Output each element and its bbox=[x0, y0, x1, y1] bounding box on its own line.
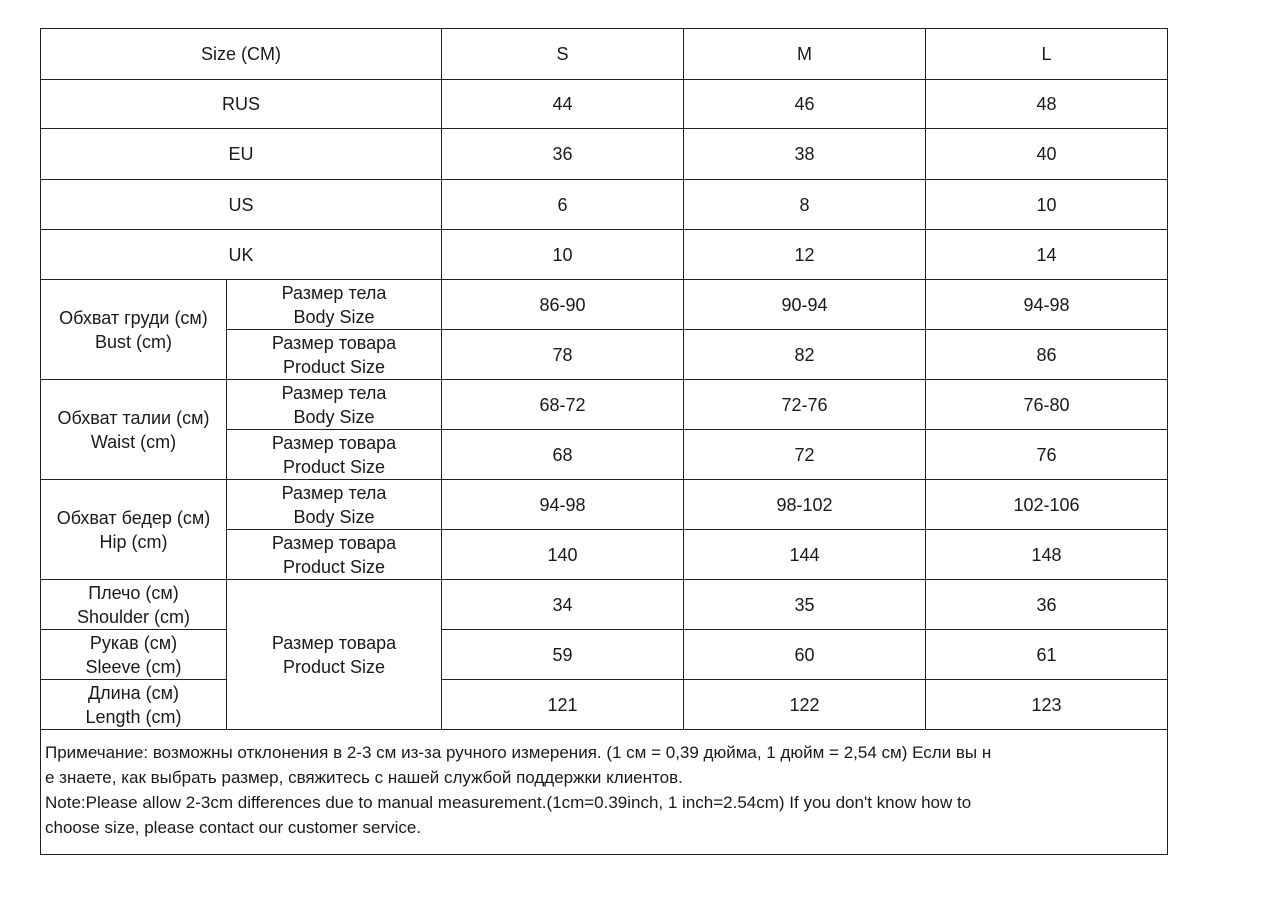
table-cell: 60 bbox=[684, 630, 926, 680]
size-type-body bbox=[227, 380, 442, 430]
size-type-en: Body Size bbox=[293, 406, 375, 427]
note-row bbox=[41, 730, 1168, 855]
measure-label-shoulder bbox=[41, 580, 227, 630]
measure-label-waist bbox=[41, 380, 227, 480]
table-cell: 82 bbox=[684, 330, 926, 380]
table-cell: 121 bbox=[442, 680, 684, 730]
table-cell: 14 bbox=[926, 230, 1168, 280]
table-cell: 68-72 bbox=[442, 380, 684, 430]
table-cell: 35 bbox=[684, 580, 926, 630]
table-cell: 6 bbox=[442, 180, 684, 230]
header-size-s: S bbox=[442, 29, 684, 80]
size-chart bbox=[40, 28, 1167, 855]
measure-label-hip bbox=[41, 480, 227, 580]
size-type-product-group bbox=[227, 580, 442, 730]
table-cell: 144 bbox=[684, 530, 926, 580]
table-cell: 46 bbox=[684, 80, 926, 129]
table-cell: 72-76 bbox=[684, 380, 926, 430]
measure-label-ru: Обхват бедер (см) bbox=[56, 507, 211, 528]
size-chart-table bbox=[40, 28, 1168, 855]
measure-label-en: Hip (cm) bbox=[99, 531, 168, 552]
header-size-m: M bbox=[684, 29, 926, 80]
table-row bbox=[41, 480, 1168, 530]
size-type-ru: Размер товара bbox=[271, 632, 397, 653]
table-cell: 10 bbox=[926, 180, 1168, 230]
table-cell: 94-98 bbox=[926, 280, 1168, 330]
table-cell: 12 bbox=[684, 230, 926, 280]
measure-label-sleeve bbox=[41, 630, 227, 680]
size-type-en: Product Size bbox=[282, 556, 386, 577]
table-cell: 102-106 bbox=[926, 480, 1168, 530]
table-cell: 10 bbox=[442, 230, 684, 280]
table-row bbox=[41, 180, 1168, 230]
size-type-en: Product Size bbox=[282, 456, 386, 477]
size-type-en: Product Size bbox=[282, 356, 386, 377]
table-row bbox=[41, 680, 1168, 730]
header-row bbox=[41, 29, 1168, 80]
table-cell: 36 bbox=[926, 580, 1168, 630]
size-type-body bbox=[227, 480, 442, 530]
table-cell: 98-102 bbox=[684, 480, 926, 530]
measure-label-en: Shoulder (cm) bbox=[76, 606, 191, 627]
note-line-ru-1: Примечание: возможны отклонения в 2-3 см из-за ручного измерения. (1 см = 0,39 дюйма, 1 дюйм = 2,54 см) Если вы н bbox=[45, 743, 992, 762]
measure-label-ru: Обхват талии (см) bbox=[57, 407, 210, 428]
table-row bbox=[41, 380, 1168, 430]
table-cell: 59 bbox=[442, 630, 684, 680]
table-row bbox=[41, 580, 1168, 630]
system-label: US bbox=[41, 180, 442, 230]
table-cell: 90-94 bbox=[684, 280, 926, 330]
measure-label-en: Length (cm) bbox=[85, 706, 182, 727]
table-cell: 123 bbox=[926, 680, 1168, 730]
table-cell: 76 bbox=[926, 430, 1168, 480]
note-line-ru-2: е знаете, как выбрать размер, свяжитесь с нашей службой поддержки клиентов. bbox=[45, 768, 683, 787]
table-cell: 76-80 bbox=[926, 380, 1168, 430]
table-cell: 68 bbox=[442, 430, 684, 480]
note-line-en-1: Note:Please allow 2-3cm differences due to manual measurement.(1cm=0.39inch, 1 inch=2.54cm) If you don't know how to bbox=[45, 793, 972, 812]
size-type-product bbox=[227, 430, 442, 480]
table-row bbox=[41, 230, 1168, 280]
size-type-ru: Размер тела bbox=[281, 482, 387, 503]
table-cell: 148 bbox=[926, 530, 1168, 580]
table-row bbox=[41, 630, 1168, 680]
size-type-ru: Размер тела bbox=[281, 382, 387, 403]
table-cell: 38 bbox=[684, 129, 926, 180]
table-row bbox=[41, 129, 1168, 180]
table-cell: 44 bbox=[442, 80, 684, 129]
measure-label-ru: Обхват груди (см) bbox=[59, 307, 208, 328]
header-size-label: Size (CM) bbox=[41, 29, 442, 80]
system-label: RUS bbox=[41, 80, 442, 129]
table-cell: 61 bbox=[926, 630, 1168, 680]
table-cell: 8 bbox=[684, 180, 926, 230]
measure-label-ru: Рукав (см) bbox=[89, 632, 178, 653]
table-row bbox=[41, 80, 1168, 129]
measure-label-ru: Длина (см) bbox=[87, 682, 180, 703]
size-type-en: Body Size bbox=[293, 306, 375, 327]
system-label: UK bbox=[41, 230, 442, 280]
measure-label-en: Sleeve (cm) bbox=[85, 656, 182, 677]
size-type-ru: Размер товара bbox=[271, 532, 397, 553]
table-cell: 86 bbox=[926, 330, 1168, 380]
note-line-en-2: choose size, please contact our customer service. bbox=[45, 818, 422, 837]
measure-label-bust bbox=[41, 280, 227, 380]
table-row bbox=[41, 280, 1168, 330]
size-type-en: Product Size bbox=[282, 656, 386, 677]
size-type-body bbox=[227, 280, 442, 330]
table-cell: 36 bbox=[442, 129, 684, 180]
size-type-ru: Размер товара bbox=[271, 432, 397, 453]
table-cell: 72 bbox=[684, 430, 926, 480]
size-type-product bbox=[227, 330, 442, 380]
measure-label-ru: Плечо (см) bbox=[88, 582, 179, 603]
measure-label-length bbox=[41, 680, 227, 730]
measure-label-en: Waist (cm) bbox=[90, 431, 177, 452]
table-cell: 122 bbox=[684, 680, 926, 730]
size-type-product bbox=[227, 530, 442, 580]
table-cell: 34 bbox=[442, 580, 684, 630]
size-type-en: Body Size bbox=[293, 506, 375, 527]
system-label: EU bbox=[41, 129, 442, 180]
measure-label-en: Bust (cm) bbox=[94, 331, 172, 352]
note-text bbox=[41, 730, 1168, 855]
size-type-ru: Размер тела bbox=[281, 282, 387, 303]
table-cell: 94-98 bbox=[442, 480, 684, 530]
table-cell: 48 bbox=[926, 80, 1168, 129]
table-cell: 86-90 bbox=[442, 280, 684, 330]
header-size-l: L bbox=[926, 29, 1168, 80]
size-type-ru: Размер товара bbox=[271, 332, 397, 353]
table-cell: 40 bbox=[926, 129, 1168, 180]
table-cell: 78 bbox=[442, 330, 684, 380]
table-cell: 140 bbox=[442, 530, 684, 580]
